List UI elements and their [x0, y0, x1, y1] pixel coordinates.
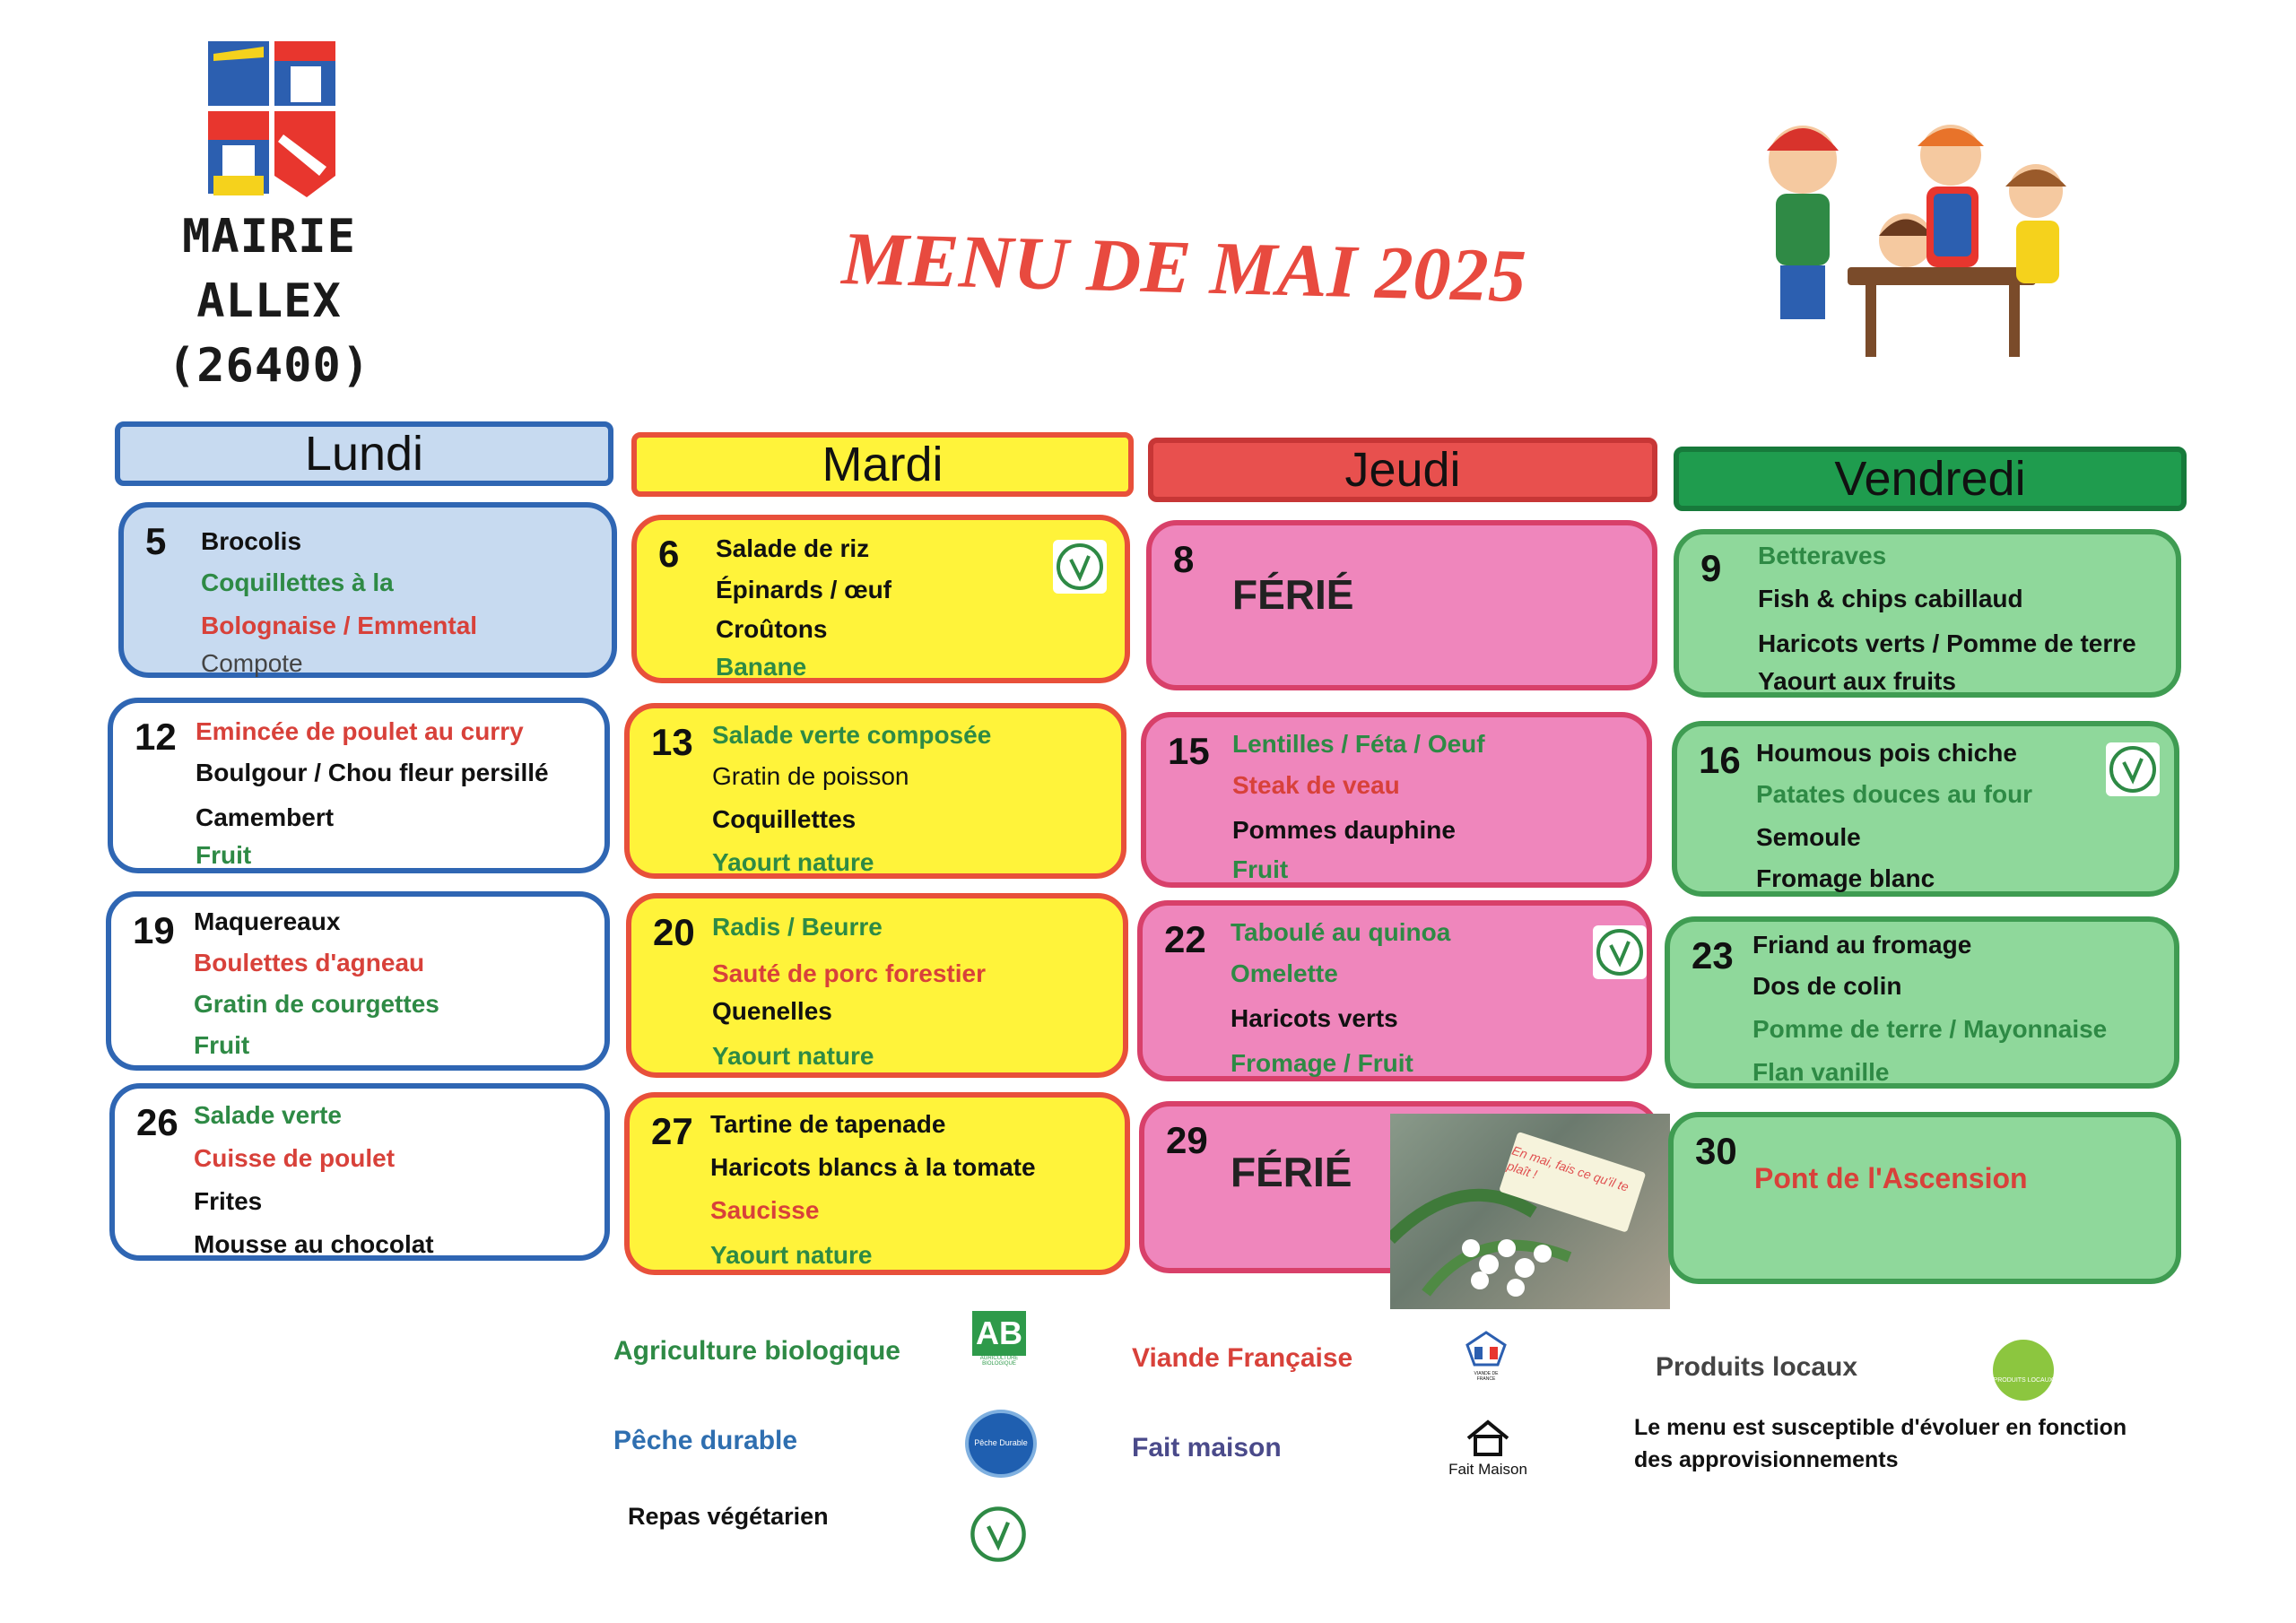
day-number: 22 — [1164, 918, 1206, 960]
sustainable-fishing-icon — [965, 1410, 1037, 1478]
menu-cell-lundi-19 — [106, 891, 610, 1071]
menu-item: Yaourt nature — [712, 1042, 874, 1070]
column-header-lundi: Lundi — [115, 421, 613, 486]
menu-cell-mardi-20 — [626, 893, 1128, 1078]
children-eating-illustration-icon — [1731, 106, 2090, 366]
menu-cell-mardi-27 — [624, 1092, 1130, 1275]
menu-item: Croûtons — [716, 615, 828, 643]
menu-item: Yaourt nature — [712, 848, 874, 876]
menu-item: Patates douces au four — [1756, 780, 2033, 808]
menu-item: Gratin de courgettes — [194, 990, 439, 1018]
menu-cell-jeudi-8 — [1146, 520, 1657, 690]
menu-item: Coquillettes à la — [201, 568, 394, 596]
menu-cell-vendredi-23 — [1665, 916, 2179, 1089]
menu-cell-lundi-26 — [109, 1083, 610, 1261]
day-number: 27 — [651, 1110, 693, 1152]
menu-cell-lundi-12 — [108, 698, 610, 873]
holiday-label: FÉRIÉ — [1231, 1149, 1352, 1195]
vegetarian-icon — [1053, 540, 1107, 594]
menu-item: Banane — [716, 653, 807, 681]
menu-item: Tartine de tapenade — [710, 1110, 946, 1138]
menu-item: Yaourt aux fruits — [1758, 667, 1956, 695]
menu-item: Fromage blanc — [1756, 864, 1935, 892]
menu-item: Haricots verts / Pomme de terre — [1758, 629, 2136, 657]
menu-item: Steak de veau — [1232, 771, 1400, 799]
holiday-label: Pont de l'Ascension — [1754, 1162, 2028, 1194]
page-title: MENU DE MAI 2025 — [840, 217, 1527, 318]
mairie-line-1: MAIRIE ALLEX — [182, 210, 356, 328]
menu-item: Sauté de porc forestier — [712, 959, 986, 987]
menu-item: Compote — [201, 649, 303, 677]
menu-item: Salade de riz — [716, 534, 870, 562]
legend-viande-label: Viande Française — [1132, 1343, 1353, 1373]
day-number: 6 — [658, 533, 680, 575]
column-header-jeudi: Jeudi — [1148, 438, 1657, 502]
ab-logo-subtext: AGRICULTURE BIOLOGIQUE — [979, 1356, 1019, 1367]
day-number: 13 — [651, 721, 693, 763]
day-number: 8 — [1173, 538, 1195, 580]
menu-item: Semoule — [1756, 823, 1861, 851]
legend-locaux-label: Produits locaux — [1656, 1352, 1858, 1382]
holiday-label: FÉRIÉ — [1232, 571, 1354, 618]
menu-item: Pommes dauphine — [1232, 816, 1456, 844]
menu-item: Taboulé au quinoa — [1231, 918, 1451, 946]
menu-item: Mousse au chocolat — [194, 1230, 434, 1258]
local-products-logo-text: PRODUITS LOCAUX — [1993, 1377, 2054, 1384]
menu-item: Quenelles — [712, 997, 832, 1025]
day-number: 23 — [1692, 934, 1734, 976]
menu-item: Omelette — [1231, 959, 1338, 987]
menu-item: Fish & chips cabillaud — [1758, 585, 2023, 612]
menu-item: Boulettes d'agneau — [194, 949, 425, 976]
mairie-postcode: (26400) — [167, 339, 371, 393]
menu-item: Coquillettes — [712, 805, 857, 833]
day-number: 16 — [1699, 739, 1741, 781]
column-header-mardi: Mardi — [631, 432, 1134, 497]
menu-cell-lundi-5 — [118, 502, 617, 678]
day-number: 30 — [1695, 1130, 1737, 1172]
homemade-logo-text: Fait Maison — [1448, 1461, 1527, 1478]
day-number: 20 — [653, 911, 695, 953]
menu-item: Camembert — [196, 803, 335, 831]
day-number: 29 — [1166, 1119, 1208, 1161]
photo-caption: En mai, fais ce qu'il te plaît ! — [1505, 1142, 1631, 1194]
fishing-logo-text: Pêche Durable — [974, 1438, 1028, 1447]
menu-item: Haricots verts — [1231, 1004, 1398, 1032]
vegetarian-icon — [2106, 742, 2160, 796]
local-products-icon — [1993, 1340, 2054, 1401]
legend-peche-label: Pêche durable — [613, 1426, 798, 1455]
menu-disclaimer: Le menu est susceptible d'évoluer en fonction des approvisionnements — [1634, 1415, 2127, 1472]
ab-logo-text: AB — [972, 1311, 1026, 1356]
menu-item: Friand au fromage — [1752, 931, 1972, 959]
menu-cell-mardi-13 — [624, 703, 1126, 879]
french-meat-icon — [1465, 1331, 1507, 1382]
day-number: 5 — [145, 520, 167, 562]
menu-item: Salade verte composée — [712, 721, 992, 749]
day-number: 9 — [1700, 547, 1722, 589]
menu-item: Pomme de terre / Mayonnaise — [1752, 1015, 2108, 1043]
menu-item: Fruit — [1232, 855, 1289, 883]
menu-cell-vendredi-30 — [1668, 1112, 2181, 1284]
organic-ab-icon — [972, 1311, 1026, 1374]
page-header — [0, 0, 2296, 395]
day-number: 26 — [136, 1101, 178, 1143]
menu-cell-vendredi-9 — [1674, 529, 2181, 698]
coat-of-arms-icon — [208, 41, 344, 199]
menu-item: Dos de colin — [1752, 972, 1902, 1000]
legend-vege-label: Repas végétarien — [628, 1503, 829, 1530]
menu-cell-jeudi-15 — [1141, 712, 1652, 888]
vegetarian-legend-icon — [969, 1505, 1028, 1564]
menu-item: Lentilles / Féta / Oeuf — [1232, 730, 1485, 758]
menu-item: Maquereaux — [194, 907, 341, 935]
legend-maison-label: Fait maison — [1132, 1433, 1282, 1462]
menu-cell-vendredi-16 — [1672, 721, 2179, 897]
column-header-vendredi: Vendredi — [1674, 447, 2187, 511]
menu-item: Flan vanille — [1752, 1058, 1890, 1086]
legend-bio-label: Agriculture biologique — [613, 1336, 900, 1366]
menu-item: Bolognaise / Emmental — [201, 612, 478, 639]
day-number: 19 — [133, 909, 175, 951]
menu-item: Fruit — [196, 841, 252, 869]
menu-item: Radis / Beurre — [712, 913, 883, 941]
menu-cell-mardi-6 — [631, 515, 1130, 683]
menu-item: Betteraves — [1758, 542, 1887, 569]
vegetarian-icon — [1593, 925, 1647, 979]
french-meat-logo-text: VIANDE DE FRANCE — [1474, 1371, 1499, 1382]
menu-cell-jeudi-22 — [1137, 900, 1652, 1081]
menu-item: Frites — [194, 1187, 263, 1215]
menu-item: Gratin de poisson — [712, 762, 909, 790]
lily-of-the-valley-photo — [1390, 1114, 1670, 1309]
day-number: 12 — [135, 716, 177, 758]
menu-item: Yaourt nature — [710, 1241, 873, 1269]
menu-item: Houmous pois chiche — [1756, 739, 2017, 767]
menu-item: Emincée de poulet au curry — [196, 717, 524, 745]
menu-item: Cuisse de poulet — [194, 1144, 396, 1172]
menu-item: Boulgour / Chou fleur persillé — [196, 759, 549, 786]
menu-item: Fruit — [194, 1031, 250, 1059]
menu-item: Brocolis — [201, 527, 302, 555]
menu-item: Salade verte — [194, 1101, 342, 1129]
menu-item: Haricots blancs à la tomate — [710, 1153, 1036, 1181]
menu-item: Fromage / Fruit — [1231, 1049, 1413, 1077]
mairie-name — [108, 204, 430, 398]
menu-item: Saucisse — [710, 1196, 820, 1224]
menu-item: Épinards / œuf — [716, 576, 891, 603]
homemade-icon — [1439, 1419, 1537, 1478]
day-number: 15 — [1168, 730, 1210, 772]
